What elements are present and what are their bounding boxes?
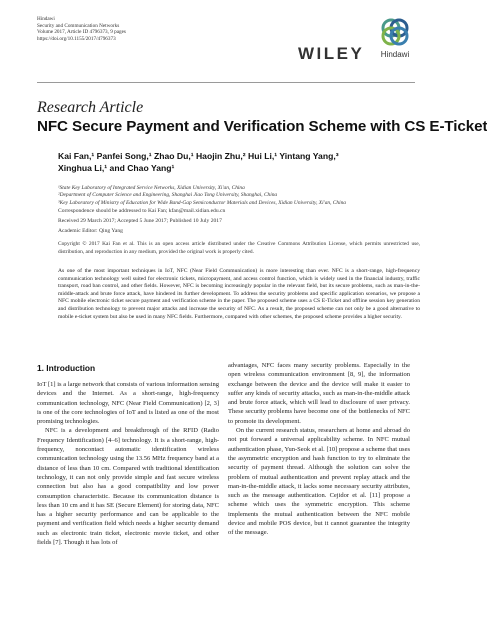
author-list xyxy=(58,150,398,174)
abstract: As one of the most important techniques in IoT, NFC (Near Field Communication) is more interesting than ever. NFC is a short-range, high-frequency communication technology well suited for electronic tickets, micropayment, and access control function, which is widely used in the financial industry, traffic transport, road ban control, and other fields. However, NFC is becoming increasingly popular in the relevant field, but its secure problems, such as man-in-the-middle-attack and brute force attack, have hindered its further development. To address the security problems and specific application scenarios, we propose a NFC mobile electronic ticket secure payment and verification scheme in the paper. The proposed scheme uses a CS E-Ticket and offline session key generation and distribution technology to prevent major attacks and increase the security of NFC. As a result, the proposed scheme can not only be a good alternative to mobile e-ticket system but also be used in many NFC fields. Furthermore, compared with other schemes, the proposed scheme provides a higher security. xyxy=(58,268,420,320)
copyright-notice: Copyright © 2017 Kai Fan et al. This is an open access article distributed under the Creative Commons Attribution License, which permits unrestricted use, distribution, and reproduction in any medium, provided the original work is properly cited. xyxy=(58,241,420,255)
journal-name: Security and Communication Networks xyxy=(37,22,120,29)
journal-volume: Volume 2017, Article ID 4796373, 9 pages xyxy=(37,29,126,36)
body-paragraph: advantages, NFC faces many security problems. Especially in the open wireless communication environment [8, 9], the information exchange between the device and the device will make it easier to suffer any kinds of security attacks, such as man-in-the-middle attack and brute force attack, which will lead to disclosure of user privacy. These security problems have become one of the bottlenecks of NFC to promote its development. xyxy=(228,362,410,425)
journal-info xyxy=(37,16,126,42)
hindawi-rings-icon xyxy=(379,16,411,48)
affiliation-2: ²Department of Computer Science and Engineering, Shanghai Jiao Tong University, Shanghai, China xyxy=(58,192,278,199)
article-dates: Received 29 March 2017; Accepted 5 June 2017; Published 10 July 2017 xyxy=(58,218,222,224)
body-column-right xyxy=(228,361,410,538)
wiley-logo: WILEY xyxy=(298,44,365,63)
article-title: NFC Secure Payment and Verification Scheme with CS E-Ticket xyxy=(37,118,487,135)
body-paragraph: On the current research status, researchers at home and abroad do not put forward a universal applicability scheme. In NFC mutual authentication phase, Yun-Seok et al. [10] propose a scheme that uses the asymmetric encryption and hash function to try to eliminate the security of payment thread. Although the solution can solve the problem of mutual authentication and prevent replay attack and the man-in-the-middle attack, it lacks some necessary security attributes, such as the message authentication. Cejidor et al. [11] propose a scheme which uses the symmetric encryption. This scheme implements the mutual authentication between the NFC mobile device and mobile POS device, but it cannot guarantee the integrity of the message. xyxy=(228,427,410,537)
affiliations xyxy=(58,185,418,207)
header-divider xyxy=(37,82,415,83)
journal-publisher: Hindawi xyxy=(37,16,55,22)
article-type: Research Article xyxy=(37,99,144,116)
author-line-2: Xinghua Li,¹ and Chao Yang¹ xyxy=(58,163,175,173)
body-paragraph: NFC is a development and breakthrough of the RFID (Radio Frequency Identification) [4–6] technology. It is a short-range, high-frequency, noncontact automatic identification wireless communication technology using the 13.56 MHz frequency band at a distance of less than 10 cm. Compared with traditional identification technology, it can not only provide simple and fast secure wireless connection but also has a good compatibility and low power consumption characteristic. Because its communication distance is less than 10 cm and it has SE (Secure Element) for storing data, NFC has a higher security performance and can be applicable to the payment and verification field which needs a higher security demand such as electronic train ticket, electronic movie ticket, and other fields [7]. Though it has lots of xyxy=(37,427,219,547)
body-paragraph: IoT [1] is a large network that consists of various information sensing devices and the Internet. As a short-range, high-frequency communication technology, NFC (Near Field Communication) [2, 3] is one of the core technologies of IoT and is listed as one of the most promising technologies. xyxy=(37,381,219,426)
journal-doi-link[interactable]: https://doi.org/10.1155/2017/4796373 xyxy=(37,35,116,42)
affiliation-3: ³Key Laboratory of Ministry of Education for Wide Band-Gap Semiconductor Materials and Devices, Xidian University, Xi'an, China xyxy=(58,199,346,206)
hindawi-logo xyxy=(375,16,415,59)
affiliation-1: ¹State Key Laboratory of Integrated Service Networks, Xidian University, Xi'an, China xyxy=(58,185,245,191)
author-line-1: Kai Fan,¹ Panfei Song,¹ Zhao Du,¹ Haojin Zhu,² Hui Li,¹ Yintang Yang,³ xyxy=(58,151,339,161)
section-heading-introduction: 1. Introduction xyxy=(37,363,96,373)
academic-editor: Academic Editor: Qing Yang xyxy=(58,228,123,234)
hindawi-logo-text: Hindawi xyxy=(380,50,410,59)
correspondence: Correspondence should be addressed to Kai Fan; kfan@mail.xidian.edu.cn xyxy=(58,208,226,214)
body-column-left xyxy=(37,380,219,547)
